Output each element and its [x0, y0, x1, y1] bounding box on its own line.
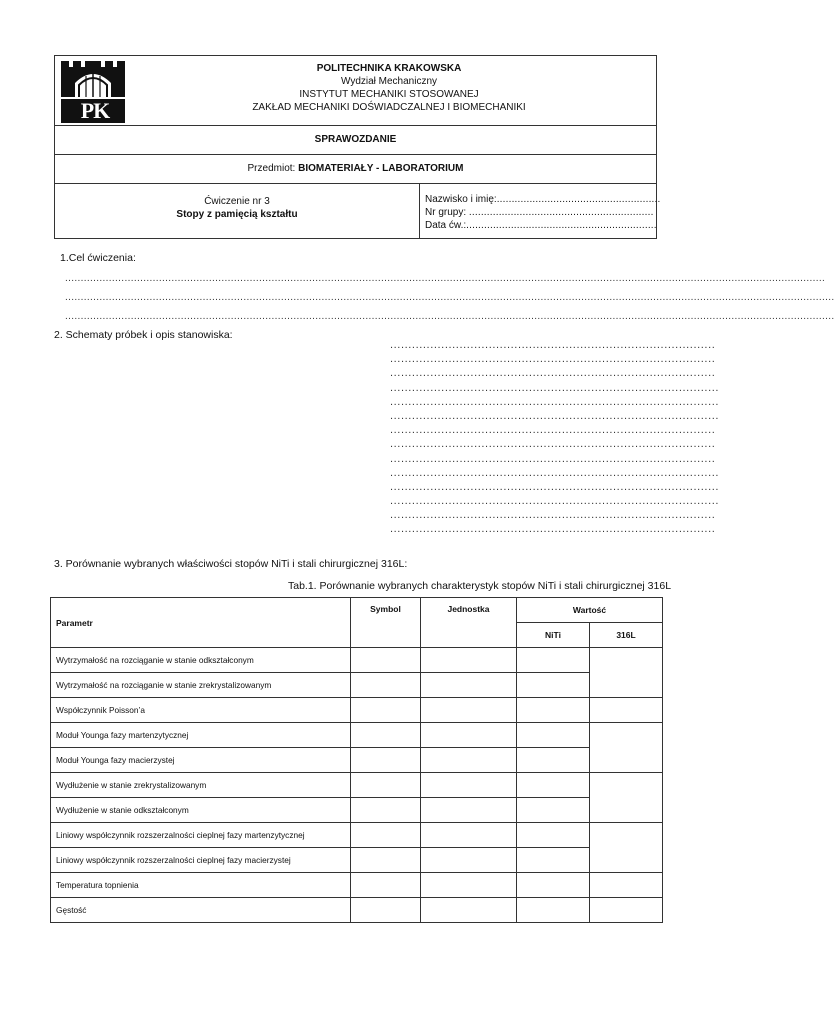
unit-cell[interactable] — [421, 673, 517, 698]
niti-value-cell[interactable] — [517, 823, 590, 848]
answer-line[interactable]: ......................................................................................... — [390, 339, 716, 351]
header-316l: 316L — [590, 623, 663, 648]
logo-text: PK — [80, 98, 110, 123]
header-divider — [55, 154, 656, 155]
unit-cell[interactable] — [421, 848, 517, 873]
subject-line — [55, 162, 656, 175]
table-caption: Tab.1. Porównanie wybranych charakterystyk stopów NiTi i stali chirurgicznej 316L — [288, 580, 672, 592]
param-cell: Wydłużenie w stanie odkształconym — [51, 798, 351, 823]
niti-value-cell[interactable] — [517, 848, 590, 873]
university-name: POLITECHNIKA KRAKOWSKA — [316, 63, 462, 74]
symbol-cell[interactable] — [351, 673, 421, 698]
param-cell: Moduł Younga fazy macierzystej — [51, 748, 351, 773]
header-niti: NiTi — [517, 623, 590, 648]
section-3-heading: 3. Porównanie wybranych właściwości stopów NiTi i stali chirurgicznej 316L: — [54, 558, 408, 570]
param-cell: Wydłużenie w stanie zrekrystalizowanym — [51, 773, 351, 798]
table-row — [51, 798, 663, 823]
answer-line[interactable]: .......................................................................................... — [390, 495, 720, 508]
department-name: ZAKŁAD MECHANIKI DOŚWIADCZALNEJ I BIOMECHANIKI — [252, 102, 526, 113]
header-box — [54, 55, 661, 239]
faculty-name: Wydział Mechaniczny — [340, 76, 438, 87]
answer-line[interactable]: ......................................................................................... — [390, 438, 716, 451]
316l-value-cell[interactable] — [590, 773, 663, 823]
comparison-table — [50, 597, 663, 923]
answer-line[interactable]: .......................................................................................... — [390, 480, 720, 493]
316l-value-cell[interactable] — [590, 698, 663, 723]
header-value: Wartość — [517, 598, 663, 623]
niti-value-cell[interactable] — [517, 873, 590, 898]
group-field[interactable]: Nr grupy: .............................................................. — [425, 207, 654, 218]
316l-value-cell[interactable] — [590, 823, 663, 873]
symbol-cell[interactable] — [351, 773, 421, 798]
table-row — [51, 848, 663, 873]
unit-cell[interactable] — [421, 648, 517, 673]
niti-value-cell[interactable] — [517, 698, 590, 723]
316l-value-cell[interactable] — [590, 723, 663, 773]
symbol-cell[interactable] — [351, 848, 421, 873]
unit-cell[interactable] — [421, 898, 517, 923]
header-divider — [55, 125, 656, 126]
subject-label: Przedmiot: — [247, 163, 299, 174]
institute-name: INSTYTUT MECHANIKI STOSOWANEJ — [299, 89, 479, 100]
niti-value-cell[interactable] — [517, 673, 590, 698]
param-cell: Moduł Younga fazy martenzytycznej — [51, 723, 351, 748]
table-row — [51, 648, 663, 673]
param-cell: Współczynnik Poisson’a — [51, 698, 351, 723]
section-1-heading: 1.Cel ćwiczenia: — [60, 252, 136, 264]
param-cell: Gęstość — [51, 898, 351, 923]
header-unit: Jednostka — [421, 598, 517, 648]
symbol-cell[interactable] — [351, 698, 421, 723]
name-field[interactable]: Nazwisko i imię:....................................................... — [425, 194, 661, 205]
param-cell: Wytrzymałość na rozciąganie w stanie zrekrystalizowanym — [51, 673, 351, 698]
table-row — [51, 823, 663, 848]
answer-line[interactable]: .......................................................................................... — [390, 409, 720, 422]
description-lines — [390, 339, 720, 538]
answer-line[interactable]: ...................................................................................................................................................................................................................................................... — [65, 311, 835, 322]
header-parameter: Parametr — [51, 598, 351, 648]
unit-cell[interactable] — [421, 698, 517, 723]
answer-line[interactable]: ......................................................................................... — [390, 509, 716, 522]
niti-value-cell[interactable] — [517, 798, 590, 823]
param-cell: Liniowy współczynnik rozszerzalności cieplnej fazy martenzytycznej — [51, 823, 351, 848]
unit-cell[interactable] — [421, 823, 517, 848]
niti-value-cell[interactable] — [517, 723, 590, 748]
symbol-cell[interactable] — [351, 723, 421, 748]
table-row — [51, 673, 663, 698]
exercise-number: Ćwiczenie nr 3 — [204, 196, 270, 207]
symbol-cell[interactable] — [351, 823, 421, 848]
header-vertical-divider — [419, 183, 420, 239]
group-field-label: Nr grupy: — [425, 207, 469, 218]
table-header-row — [51, 598, 663, 623]
answer-line[interactable]: ......................................................................................... — [390, 353, 716, 366]
date-field-label: Data ćw.: — [425, 220, 467, 231]
table-row — [51, 723, 663, 748]
answer-line[interactable]: ......................................................................................... — [390, 424, 716, 437]
table-row — [51, 773, 663, 798]
answer-line[interactable]: ......................................................................................... — [390, 367, 716, 380]
answer-line[interactable]: ......................................................................................... — [390, 523, 716, 536]
param-cell: Liniowy współczynnik rozszerzalności cieplnej fazy macierzystej — [51, 848, 351, 873]
header-divider — [55, 183, 656, 184]
param-cell: Wytrzymałość na rozciąganie w stanie odkształconym — [51, 648, 351, 673]
table-row — [51, 898, 663, 923]
answer-line[interactable]: ......................................................................................... — [390, 452, 716, 465]
316l-value-cell[interactable] — [590, 648, 663, 698]
unit-cell[interactable] — [421, 748, 517, 773]
answer-line[interactable]: .......................................................................................... — [390, 466, 720, 479]
date-field[interactable]: Data ćw.:................................................................ — [425, 220, 657, 231]
name-field-label: Nazwisko i imię: — [425, 194, 497, 205]
symbol-cell[interactable] — [351, 873, 421, 898]
niti-value-cell[interactable] — [517, 748, 590, 773]
answer-line[interactable]: .......................................................................................... — [390, 395, 720, 408]
unit-cell[interactable] — [421, 798, 517, 823]
niti-value-cell[interactable] — [517, 898, 590, 923]
header-symbol: Symbol — [351, 598, 421, 648]
unit-cell[interactable] — [421, 873, 517, 898]
section-2-heading: 2. Schematy próbek i opis stanowiska: — [54, 329, 233, 341]
symbol-cell[interactable] — [351, 748, 421, 773]
symbol-cell[interactable] — [351, 648, 421, 673]
niti-value-cell[interactable] — [517, 773, 590, 798]
student-fields — [425, 193, 661, 232]
answer-line[interactable]: ...................................................................................................................................................................................................................................................... — [65, 292, 835, 303]
subject-name: BIOMATERIAŁY - LABORATORIUM — [298, 163, 464, 174]
answer-line[interactable]: .......................................................................................... — [390, 381, 720, 394]
niti-value-cell[interactable] — [517, 648, 590, 673]
table-row — [51, 698, 663, 723]
table-row — [51, 748, 663, 773]
university-logo — [59, 59, 127, 123]
exercise-title: Stopy z pamięcią kształtu — [176, 209, 298, 220]
316l-value-cell[interactable] — [590, 873, 663, 898]
symbol-cell[interactable] — [351, 798, 421, 823]
unit-cell[interactable] — [421, 773, 517, 798]
symbol-cell[interactable] — [351, 898, 421, 923]
unit-cell[interactable] — [421, 723, 517, 748]
report-title: SPRAWOZDANIE — [314, 134, 397, 145]
answer-line[interactable]: ................................................................................................................................................................................................................................................... — [65, 273, 826, 284]
316l-value-cell[interactable] — [590, 898, 663, 923]
param-cell: Temperatura topnienia — [51, 873, 351, 898]
table-row — [51, 873, 663, 898]
